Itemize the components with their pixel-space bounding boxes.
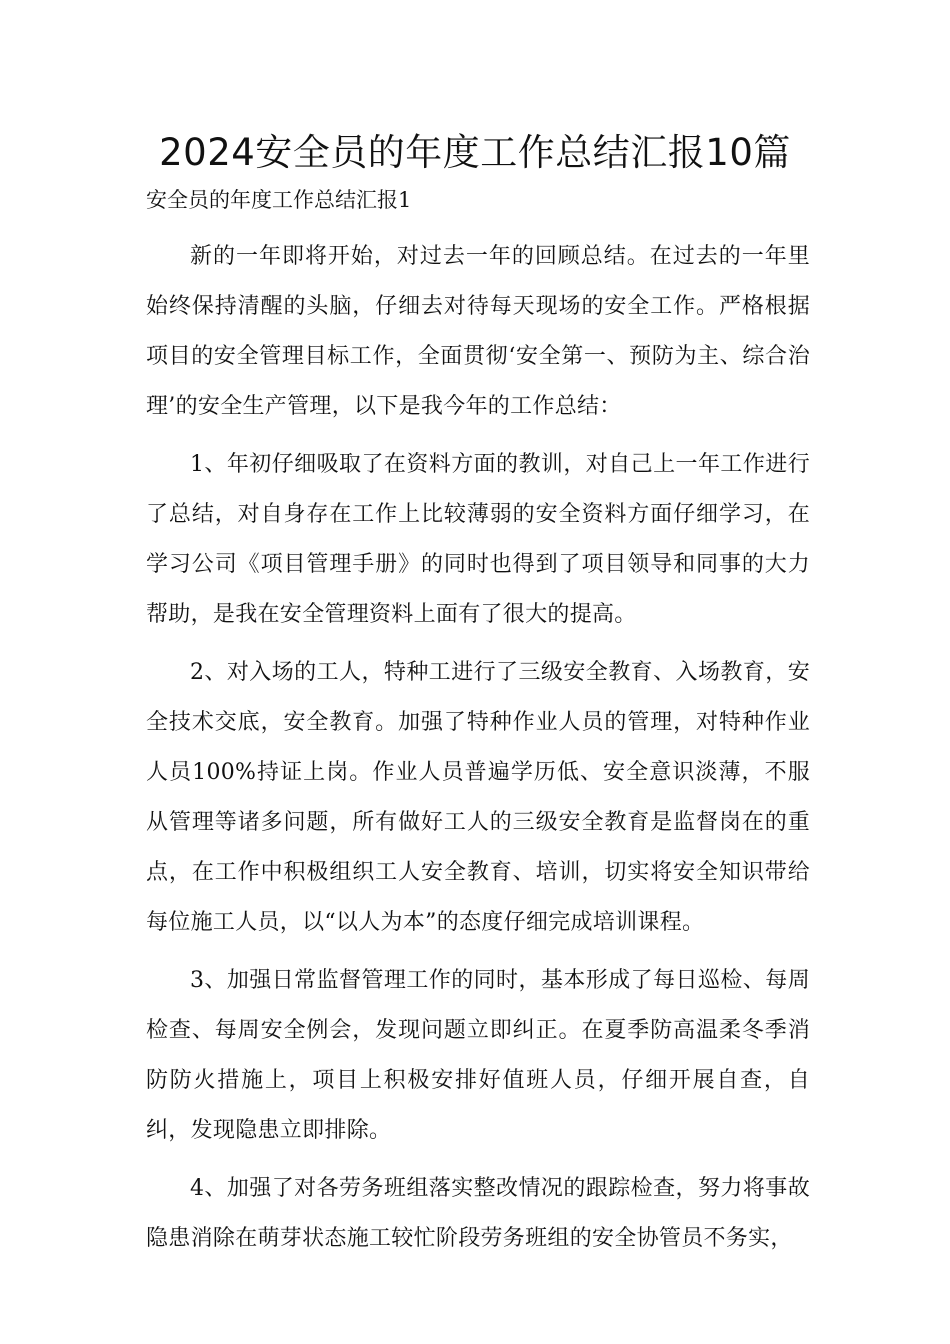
paragraph-item-3: 3、加强日常监督管理工作的同时，基本形成了每日巡检、每周检查、每周安全例会，发现问题立即纠正。在夏季防高温柔冬季消防防火措施上，项目上积极安排好值班人员，仔细开展自查，自纠，发现隐患立即排除。 <box>146 968 810 1143</box>
paragraph-item-2: 2、对入场的工人，特种工进行了三级安全教育、入场教育，安全技术交底，安全教育。加强了特种作业人员的管理，对特种作业人员100%持证上岗。作业人员普遍学历低、安全意识淡薄，不服从管理等诸多问题，所有做好工人的三级安全教育是监督岗在的重点，在工作中积极组织工人安全教育、培训，切实将安全知识带给每位施工人员，以“以人为本”的态度仔细完成培训课程。 <box>146 660 810 935</box>
document-title: 2024安全员的年度工作总结汇报10篇 <box>159 131 791 174</box>
section-heading: 安全员的年度工作总结汇报1 <box>146 188 412 212</box>
paragraph-item-4: 4、加强了对各劳务班组落实整改情况的跟踪检查，努力将事故隐患消除在萌芽状态施工较忙阶段劳务班组的安全协管员不务实， <box>146 1176 810 1251</box>
paragraph-intro: 新的一年即将开始，对过去一年的回顾总结。在过去的一年里始终保持清醒的头脑，仔细去对待每天现场的安全工作。严格根据项目的安全管理目标工作，全面贯彻‘安全第一、预防为主、综合治理’的安全生产管理，以下是我今年的工作总结： <box>146 244 810 419</box>
document-body <box>146 232 810 1272</box>
paragraph-item-1: 1、年初仔细吸取了在资料方面的教训，对自己上一年工作进行了总结，对自身存在工作上比较薄弱的安全资料方面仔细学习，在学习公司《项目管理手册》的同时也得到了项目领导和同事的大力帮助，是我在安全管理资料上面有了很大的提高。 <box>146 452 810 627</box>
